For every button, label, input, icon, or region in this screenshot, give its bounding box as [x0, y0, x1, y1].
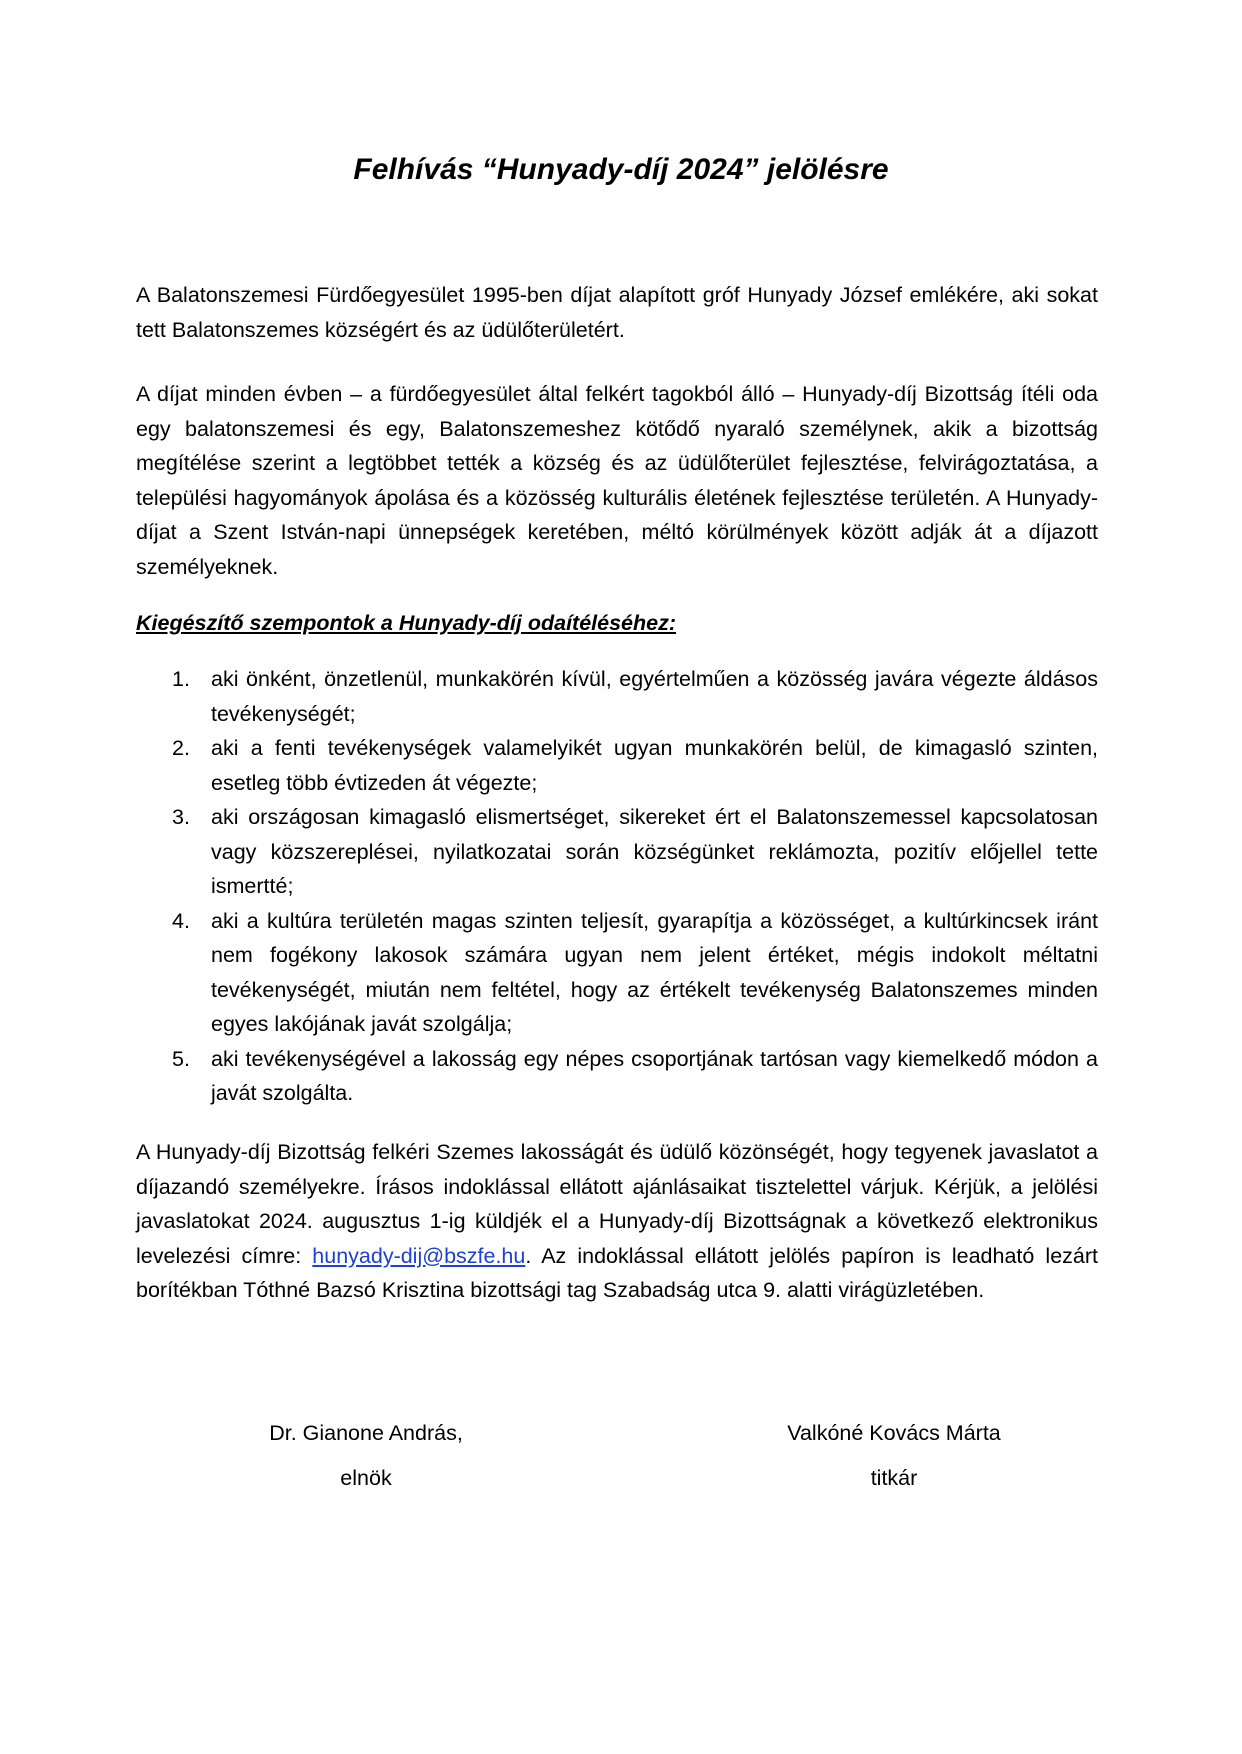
list-item-text: aki a fenti tevékenységek valamelyikét ugyan munkakörén belül, de kimagasló szinten, esetleg több évtizeden át végezte;: [211, 736, 1098, 795]
list-item: [136, 1042, 1098, 1111]
signature-secretary: [734, 1416, 1054, 1495]
list-item-number: 4.: [172, 908, 190, 933]
list-item: [136, 800, 1098, 904]
signature-name: Dr. Gianone András,: [269, 1421, 463, 1445]
list-item-text: aki tevékenységével a lakosság egy népes csoportjának tartósan vagy kiemelkedő módon a javát szolgálta.: [211, 1046, 1098, 1105]
page-title: Felhívás “Hunyady-díj 2024” jelölésre: [353, 153, 889, 186]
intro-paragraph: A Balatonszemesi Fürdőegyesület 1995-ben díjat alapított gróf Hunyady József emlékére, aki sokat tett Balatonszemes községért és az üdülőterületért.: [136, 283, 1098, 342]
list-item-number: 3.: [172, 805, 190, 829]
criteria-heading: Kiegészítő szempontok a Hunyady-díj odaítéléséhez:: [136, 611, 676, 635]
email-link[interactable]: hunyady-dij@bszfe.hu: [312, 1243, 526, 1268]
signature-role: elnök: [340, 1465, 392, 1490]
list-item: [136, 904, 1098, 1042]
award-description-paragraph: A díjat minden évben – a fürdőegyesület által felkért tagokból álló – Hunyady-díj Bizottság ítéli oda egy balatonszemesi és egy, Balatonszemeshez kötődő nyaraló személynek, akik a bizottság megítélése szerint a legtöbbet tették a község és az üdülőterület fejlesztése, felvirágoztatása, a települési hagyományok ápolása és a közösség kulturális életének fejlesztése területén. A Hunyady-díjat a Szent István-napi ünnepségek keretében, méltó körülmények között adják át a díjazott személyeknek.: [136, 382, 1098, 579]
nomination-text-before: A Hunyady-díj Bizottság felkéri Szemes lakosságát és üdülő közönségét, hogy tegyenek javaslatot a díjazandó személyekre. Írásos indoklással ellátott ajánlásaikat tisztelettel várjuk. Kérjük, a jelölési javaslatokat 2024. augusztus 1-ig küldjék el a Hunyady-díj Bizottságnak a következő elektronikus levelezési címre:: [136, 1140, 1098, 1268]
list-item: [136, 662, 1098, 731]
list-item-number: 1.: [172, 667, 190, 691]
list-item-number: 2.: [172, 736, 190, 760]
signature-name: Valkóné Kovács Márta: [787, 1421, 1001, 1445]
list-item-text: aki országosan kimagasló elismertséget, sikereket ért el Balatonszemessel kapcsolatosan vagy közszereplései, nyilatkozatai során községünket reklámozta, pozitív előjellel tette ismertté;: [211, 805, 1098, 898]
nomination-call-paragraph: [136, 1135, 1098, 1308]
nomination-text-after: . Az indoklással ellátott jelölés papíron is leadható lezárt borítékban Tóthné Bazsó Krisztina bizottsági tag Szabadság utca 9. alatti virágüzletében.: [136, 1243, 1098, 1302]
list-item-text: aki a kultúra területén magas szinten teljesít, gyarapítja a közösséget, a kultúrkincsek iránt nem fogékony lakosok számára ugyan nem jelent értéket, mégis indokolt méltatni tevékenységét, miután nem feltétel, hogy az értékelt tevékenység Balatonszemes minden egyes lakójának javát szolgálja;: [211, 908, 1098, 1036]
signature-president: [206, 1416, 526, 1495]
list-item-number: 5.: [172, 1046, 190, 1071]
list-item-text: aki önként, önzetlenül, munkakörén kívül, egyértelműen a közösség javára végezte áldásos tevékenységét;: [211, 667, 1098, 726]
signature-role: titkár: [870, 1465, 918, 1490]
criteria-list: [136, 662, 1098, 1111]
list-item: [136, 731, 1098, 800]
